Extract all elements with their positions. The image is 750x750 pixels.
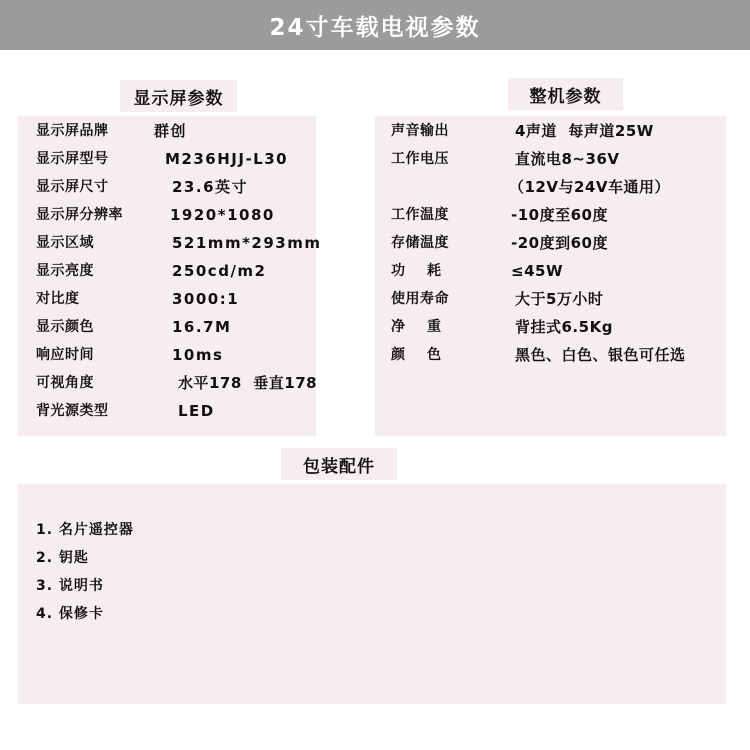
accessory-item: 1. 名片遥控器 — [36, 522, 134, 538]
param-name: 对比度 — [36, 291, 80, 307]
param-name: 颜 色 — [391, 347, 442, 363]
param-value: 群创 — [154, 122, 188, 140]
param-name: 显示屏型号 — [36, 151, 109, 167]
param-name: 工作温度 — [391, 207, 449, 223]
param-value: -10度至60度 — [511, 206, 608, 224]
display-params-panel — [18, 116, 322, 436]
accessories-heading: 包装配件 — [281, 448, 397, 480]
param-name: 可视角度 — [36, 375, 94, 391]
param-name: 显示屏分辨率 — [36, 207, 123, 223]
param-name: 显示区域 — [36, 235, 94, 251]
param-value: M236HJJ-L30 — [165, 150, 289, 168]
param-value: 大于5万小时 — [515, 290, 604, 308]
param-name: 显示屏尺寸 — [36, 179, 109, 195]
param-value: 黑色、白色、银色可任选 — [515, 346, 686, 364]
param-value: 水平178 垂直178 — [178, 374, 318, 392]
param-name: 响应时间 — [36, 347, 94, 363]
machine-params-panel — [375, 116, 726, 436]
page-title: 24寸车载电视参数 — [0, 0, 750, 50]
param-name: 显示颜色 — [36, 319, 94, 335]
param-value: 250cd/m2 — [172, 262, 267, 280]
param-name: 功 耗 — [391, 263, 442, 279]
param-value: 3000:1 — [172, 290, 240, 308]
machine-params-heading: 整机参数 — [508, 78, 623, 110]
param-value: 直流电8~36V — [515, 150, 620, 168]
param-name: 净 重 — [391, 319, 442, 335]
display-params-heading: 显示屏参数 — [120, 80, 237, 112]
param-name: 存储温度 — [391, 235, 449, 251]
accessory-item: 2. 钥匙 — [36, 550, 89, 566]
param-name: 声音输出 — [391, 123, 449, 139]
accessory-item: 4. 保修卡 — [36, 606, 104, 622]
param-value: 23.6英寸 — [172, 178, 249, 196]
param-value: 10ms — [172, 346, 224, 364]
param-value: LED — [178, 402, 215, 420]
param-value: 4声道 每声道25W — [515, 122, 654, 140]
param-name: 工作电压 — [391, 151, 449, 167]
param-value: -20度到60度 — [511, 234, 608, 252]
param-value: ≤45W — [511, 262, 563, 280]
param-value: （12V与24V车通用） — [509, 178, 670, 196]
param-name: 使用寿命 — [391, 291, 449, 307]
accessory-item: 3. 说明书 — [36, 578, 104, 594]
accessories-panel — [18, 484, 726, 704]
param-name: 显示屏品牌 — [36, 123, 109, 139]
param-value: 521mm*293mm — [172, 234, 322, 252]
param-value: 背挂式6.5Kg — [515, 318, 613, 336]
param-name: 背光源类型 — [36, 403, 109, 419]
param-value: 16.7M — [172, 318, 232, 336]
param-name: 显示亮度 — [36, 263, 94, 279]
param-value: 1920*1080 — [170, 206, 275, 224]
